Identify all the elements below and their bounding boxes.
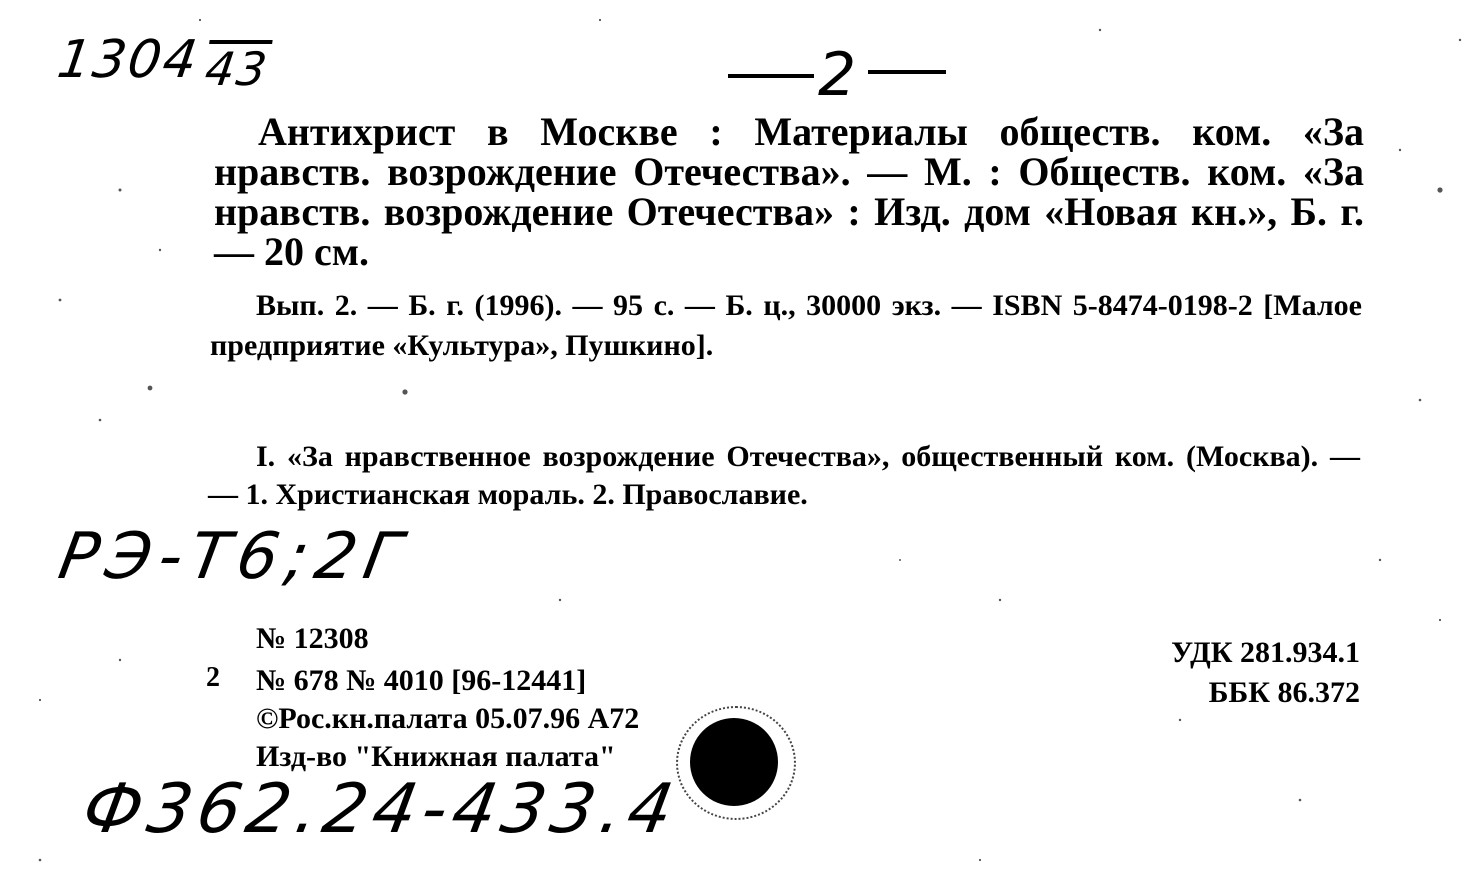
page-dash-right	[868, 70, 946, 74]
registration-number: № 12308	[256, 622, 369, 655]
line-marker: 2	[206, 662, 220, 693]
registration-codes: № 678 № 4010 [96-12441]	[256, 664, 587, 697]
handwritten-shelf-mark: Ф362.24-433.4	[77, 770, 685, 849]
publisher-imprint: Изд-во "Книжная палата"	[256, 740, 616, 773]
handwritten-class-code: РЭ-Т6;2Г	[53, 520, 415, 594]
punch-hole	[690, 718, 778, 806]
chamber-stamp: ©Рос.кн.палата 05.07.96 А72	[256, 702, 640, 735]
subject-paragraph: I. «За нравственное возрождение Отечества», общественный ком. (Москва). — — 1. Христианская мораль. 2. Православие.	[208, 440, 1360, 511]
bbk-code: ББК 86.372	[1208, 676, 1360, 709]
issue-paragraph: Вып. 2. — Б. г. (1996). — 95 с. — Б. ц., 30000 экз. — ISBN 5-8474-0198-2 [Малое предприятие «Культура», Пушкино].	[210, 289, 1362, 362]
handwritten-page-number: 2	[818, 40, 859, 110]
handwritten-fraction: 43	[201, 42, 272, 96]
page-dash-left	[728, 74, 814, 78]
handwritten-inventory-number: 1304	[53, 30, 203, 90]
title-paragraph: Антихрист в Москве : Материалы обществ. ком. «За нравств. возрождение Отечества». — М. : Обществ. ком. «За нравств. возрождение Отечества» : Изд. дом «Новая кн.», Б. г. — 20 см.	[214, 109, 1364, 274]
udk-code: УДК 281.934.1	[1171, 636, 1360, 669]
